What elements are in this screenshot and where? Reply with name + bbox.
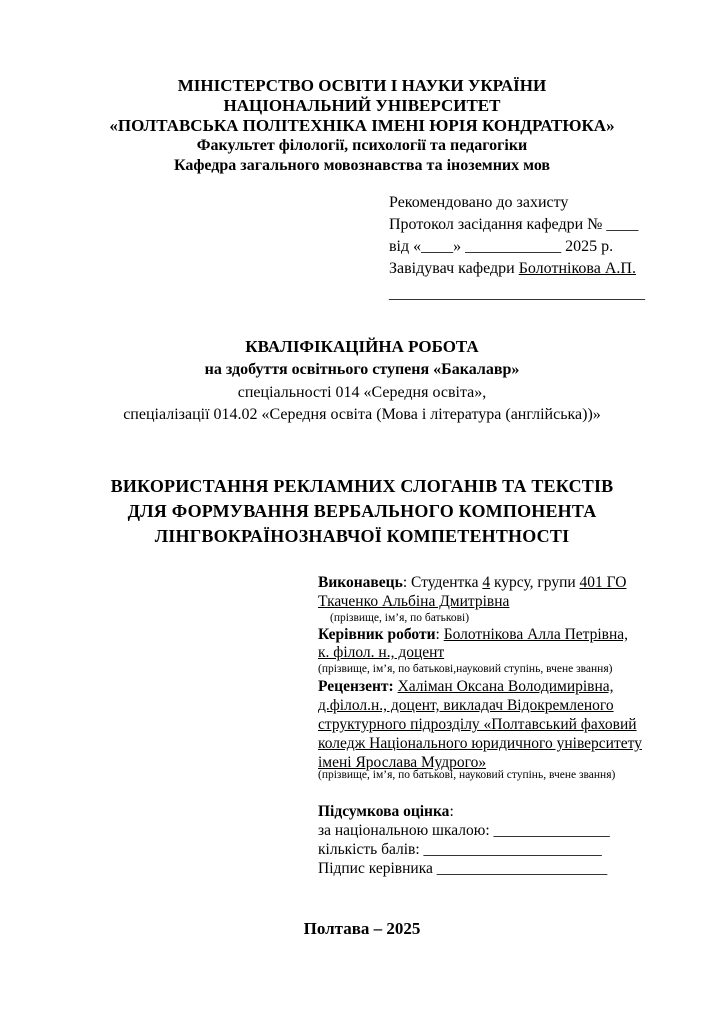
reviewer-note: (прізвище, ім’я, по батькові, науковий ступінь, вчене звання) — [318, 769, 616, 781]
grade-label-line — [318, 802, 454, 821]
points-label: кількість балів: ______ — [318, 841, 471, 858]
executor-name: Ткаченко Альбіна Дмитрівна — [318, 593, 510, 610]
protocol-line: Протокол засідання кафедри № ____ — [389, 216, 639, 233]
reviewer-position-line-4: імені Ярослава Мудрого» — [318, 754, 487, 771]
ministry-heading: МІНІСТЕРСТВО ОСВІТИ І НАУКИ УКРАЇНИ — [177, 76, 547, 95]
recommendation-line: Рекомендовано до захисту — [389, 194, 569, 211]
executor-label: Виконавець — [318, 574, 403, 591]
supervisor-line — [318, 626, 628, 644]
university-name-heading: «ПОЛТАВСЬКА ПОЛІТЕХНІКА ІМЕНІ ЮРІЯ КОНДРАТЮКА» — [109, 116, 615, 135]
points-blank: _________________ — [470, 841, 602, 858]
national-scale-label: за національною шкалою: ____ — [318, 822, 525, 839]
national-scale-blank: ___________ — [524, 822, 610, 839]
supervisor-name: Болотнікова Алла Петрівна, — [443, 626, 629, 643]
reviewer-position-line-3: коледж Національного юридичного університету — [318, 735, 642, 752]
executor-text: : Студентка — [402, 574, 483, 591]
supervisor-label: Керівник роботи — [318, 626, 436, 643]
supervisor-degree: к. філол. н., доцент — [318, 644, 445, 661]
department-heading: Кафедра загального мовознавства та іноземних мов — [173, 157, 551, 174]
supervisor-signature-line — [318, 859, 607, 878]
reviewer-position-line-1: д.філол.н., доцент, викладач Відокремленого — [318, 697, 614, 714]
supervisor-signature-label: Підпис керівника — [318, 860, 437, 877]
group-number: 401 ГО — [579, 574, 627, 591]
faculty-heading: Факультет філології, психології та педагогіки — [196, 137, 528, 154]
grade-label: Підсумкова оцінка — [318, 803, 450, 820]
reviewer-label: Рецензент: — [318, 678, 394, 695]
head-of-department-label: Завідувач кафедри — [389, 260, 519, 277]
degree-line: на здобуття освітнього ступеня «Бакалавр» — [204, 361, 520, 378]
reviewer-name: Халіман Оксана Володимирівна, — [397, 678, 614, 695]
university-heading: НАЦІОНАЛЬНИЙ УНІВЕРСИТЕТ — [223, 96, 501, 115]
supervisor-separator: : — [435, 626, 444, 643]
course-number: 4 — [482, 574, 491, 591]
head-of-department-line — [389, 258, 636, 280]
thesis-title-line-2: ДЛЯ ФОРМУВАННЯ ВЕРБАЛЬНОГО КОМПОНЕНТА — [127, 501, 597, 521]
executor-note: (прізвище, ім’я, по батькові) — [330, 612, 470, 624]
thesis-title-line-1: ВИКОРИСТАННЯ РЕКЛАМНИХ СЛОГАНІВ ТА ТЕКСТІВ — [110, 476, 614, 496]
supervisor-note: (прізвище, ім’я, по батькові,науковий ступінь, вчене звання) — [318, 663, 613, 675]
date-line: від «____» ____________ 2025 р. — [389, 238, 614, 255]
reviewer-line — [318, 678, 614, 696]
work-type: КВАЛІФІКАЦІЙНА РОБОТА — [245, 337, 479, 356]
specialty-line: спеціальності 014 «Середня освіта», — [237, 384, 487, 401]
group-text: курсу, групи — [490, 574, 580, 591]
signature-line: ________________________________ — [389, 285, 645, 302]
points-line — [318, 840, 602, 859]
thesis-title-line-3: ЛІНГВОКРАЇНОЗНАВЧОЇ КОМПЕТЕНТНОСТІ — [154, 526, 570, 546]
city-year: Полтава – 2025 — [303, 919, 421, 938]
reviewer-position-line-2: структурного підрозділу «Полтавський фаховий — [318, 716, 637, 733]
supervisor-signature-end: ___ — [584, 860, 608, 877]
executor-line — [318, 574, 626, 592]
national-scale-line — [318, 821, 610, 840]
specialization-line: спеціалізації 014.02 «Середня освіта (Мова і література (англійська))» — [123, 406, 601, 423]
grade-colon: : — [449, 803, 454, 820]
head-of-department-name: Болотнікова А.П. — [518, 260, 636, 277]
supervisor-signature-blank: ___________________ — [436, 860, 585, 877]
